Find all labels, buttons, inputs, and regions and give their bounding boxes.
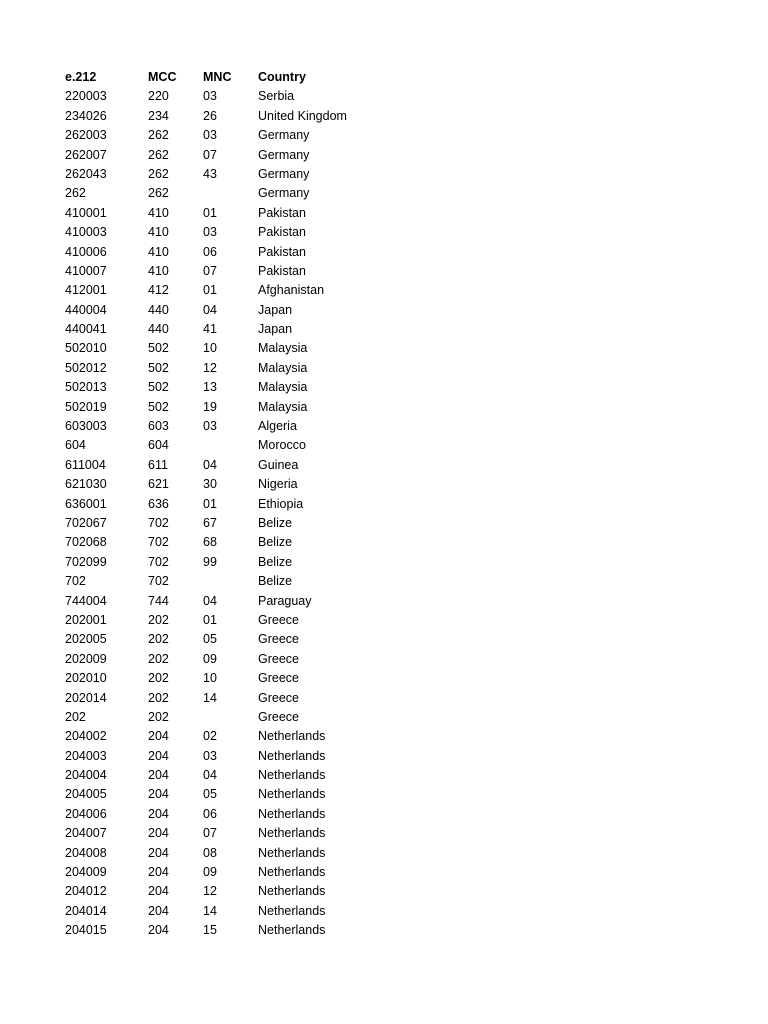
cell-mcc: 262 (148, 128, 169, 143)
cell-mnc: 01 (203, 283, 217, 298)
cell-mnc: 09 (203, 651, 217, 666)
cell-country: Greece (258, 690, 299, 705)
table-row (0, 805, 768, 824)
table-row (0, 223, 768, 242)
cell-country: Netherlands (258, 923, 326, 938)
cell-country: Belize (258, 574, 293, 589)
table-row (0, 417, 768, 436)
cell-mcc: 262 (148, 147, 169, 162)
cell-e212: 603003 (65, 419, 107, 434)
cell-mnc: 10 (203, 341, 217, 356)
cell-country: Netherlands (258, 884, 326, 899)
cell-country: Germany (258, 147, 310, 162)
cell-mcc: 410 (148, 205, 169, 220)
cell-country: Netherlands (258, 748, 326, 763)
cell-mcc: 204 (148, 748, 169, 763)
cell-e212: 204003 (65, 748, 107, 763)
cell-country: Greece (258, 671, 299, 686)
header-mnc: MNC (203, 70, 232, 84)
cell-mcc: 202 (148, 612, 169, 627)
cell-country: Paraguay (258, 593, 312, 608)
cell-country: Netherlands (258, 806, 326, 821)
cell-mnc: 01 (203, 205, 217, 220)
cell-mcc: 744 (148, 593, 169, 608)
table-row (0, 339, 768, 358)
cell-mcc: 262 (148, 186, 169, 201)
cell-country: Morocco (258, 438, 306, 453)
cell-country: Malaysia (258, 360, 308, 375)
table-row (0, 359, 768, 378)
cell-mcc: 204 (148, 806, 169, 821)
cell-mnc: 12 (203, 360, 217, 375)
cell-country: Netherlands (258, 903, 326, 918)
cell-e212: 410001 (65, 205, 107, 220)
cell-e212: 440041 (65, 322, 107, 337)
header-country: Country (258, 70, 306, 84)
table-row (0, 592, 768, 611)
cell-mcc: 204 (148, 903, 169, 918)
cell-e212: 410006 (65, 244, 107, 259)
table-row (0, 146, 768, 165)
cell-country: Netherlands (258, 729, 326, 744)
cell-e212: 702 (65, 574, 86, 589)
cell-e212: 702099 (65, 554, 107, 569)
cell-country: Belize (258, 554, 293, 569)
cell-e212: 202001 (65, 612, 107, 627)
cell-mcc: 440 (148, 302, 169, 317)
cell-mnc: 08 (203, 845, 217, 860)
cell-mcc: 502 (148, 341, 169, 356)
table-row (0, 301, 768, 320)
cell-mcc: 410 (148, 263, 169, 278)
cell-mcc: 410 (148, 244, 169, 259)
cell-mcc: 262 (148, 166, 169, 181)
cell-mcc: 611 (148, 457, 168, 472)
cell-e212: 604 (65, 438, 86, 453)
table-row (0, 436, 768, 455)
cell-e212: 412001 (65, 283, 107, 298)
cell-mnc: 03 (203, 89, 217, 104)
cell-e212: 204014 (65, 903, 107, 918)
cell-mcc: 502 (148, 360, 169, 375)
table-row (0, 785, 768, 804)
cell-country: Malaysia (258, 399, 308, 414)
cell-mnc: 03 (203, 128, 217, 143)
cell-mcc: 204 (148, 826, 169, 841)
cell-mnc: 04 (203, 457, 217, 472)
cell-mnc: 07 (203, 826, 217, 841)
cell-e212: 410003 (65, 225, 107, 240)
cell-mnc: 04 (203, 593, 217, 608)
cell-mcc: 440 (148, 322, 169, 337)
table-row (0, 126, 768, 145)
table-row (0, 514, 768, 533)
cell-country: Netherlands (258, 826, 326, 841)
header-mcc: MCC (148, 70, 177, 84)
cell-mnc: 06 (203, 806, 217, 821)
cell-country: Japan (258, 302, 293, 317)
cell-country: Germany (258, 186, 310, 201)
table-row (0, 204, 768, 223)
cell-e212: 611004 (65, 457, 106, 472)
table-row (0, 398, 768, 417)
cell-e212: 410007 (65, 263, 107, 278)
header-e212: e.212 (65, 70, 97, 84)
table-row (0, 456, 768, 475)
cell-mnc: 04 (203, 302, 217, 317)
cell-mnc: 19 (203, 399, 217, 414)
cell-e212: 204006 (65, 806, 107, 821)
cell-mnc: 05 (203, 632, 217, 647)
cell-mcc: 636 (148, 496, 169, 511)
table-row (0, 320, 768, 339)
cell-mnc: 99 (203, 554, 217, 569)
cell-mcc: 204 (148, 768, 169, 783)
cell-country: Belize (258, 515, 293, 530)
cell-mnc: 01 (203, 496, 217, 511)
cell-mcc: 621 (148, 477, 169, 492)
cell-mcc: 204 (148, 787, 169, 802)
cell-country: Malaysia (258, 341, 308, 356)
cell-e212: 220003 (65, 89, 107, 104)
cell-country: Nigeria (258, 477, 298, 492)
cell-mnc: 03 (203, 419, 217, 434)
cell-mcc: 410 (148, 225, 169, 240)
cell-mnc: 15 (203, 923, 217, 938)
table-row (0, 281, 768, 300)
cell-mcc: 702 (148, 554, 169, 569)
cell-country: Algeria (258, 419, 297, 434)
cell-mcc: 202 (148, 632, 169, 647)
table-row (0, 533, 768, 552)
cell-mnc: 43 (203, 166, 217, 181)
cell-country: Pakistan (258, 205, 306, 220)
cell-mnc: 10 (203, 671, 217, 686)
table-body (0, 87, 768, 940)
cell-e212: 502010 (65, 341, 107, 356)
cell-mnc: 09 (203, 865, 217, 880)
cell-country: Ethiopia (258, 496, 304, 511)
cell-mcc: 234 (148, 108, 169, 123)
cell-e212: 204015 (65, 923, 107, 938)
table-row (0, 553, 768, 572)
cell-mcc: 502 (148, 380, 169, 395)
table-row (0, 378, 768, 397)
cell-mnc: 41 (203, 322, 217, 337)
cell-mnc: 26 (203, 108, 217, 123)
table-row (0, 243, 768, 262)
table-row (0, 689, 768, 708)
cell-mcc: 202 (148, 671, 169, 686)
cell-mnc: 68 (203, 535, 217, 550)
cell-country: Netherlands (258, 865, 326, 880)
mcc-mnc-table (0, 68, 768, 941)
cell-country: Germany (258, 128, 310, 143)
cell-mcc: 204 (148, 884, 169, 899)
cell-e212: 204008 (65, 845, 107, 860)
cell-e212: 262 (65, 186, 86, 201)
cell-country: Afghanistan (258, 283, 325, 298)
table-row (0, 184, 768, 203)
table-row (0, 921, 768, 940)
cell-country: Malaysia (258, 380, 308, 395)
cell-mnc: 02 (203, 729, 217, 744)
cell-e212: 262003 (65, 128, 107, 143)
table-row (0, 650, 768, 669)
cell-country: Japan (258, 322, 293, 337)
cell-e212: 204009 (65, 865, 107, 880)
table-row (0, 611, 768, 630)
cell-country: Belize (258, 535, 293, 550)
cell-mcc: 502 (148, 399, 169, 414)
cell-country: Pakistan (258, 244, 306, 259)
cell-country: Pakistan (258, 263, 306, 278)
table-row (0, 747, 768, 766)
cell-e212: 621030 (65, 477, 107, 492)
cell-e212: 702068 (65, 535, 107, 550)
cell-country: Greece (258, 612, 299, 627)
cell-mcc: 204 (148, 845, 169, 860)
cell-e212: 204007 (65, 826, 107, 841)
cell-e212: 702067 (65, 515, 107, 530)
cell-mnc: 03 (203, 225, 217, 240)
table-row (0, 572, 768, 591)
cell-e212: 202014 (65, 690, 107, 705)
cell-mnc: 14 (203, 903, 217, 918)
cell-mnc: 04 (203, 768, 217, 783)
cell-e212: 636001 (65, 496, 107, 511)
cell-e212: 744004 (65, 593, 107, 608)
table-row (0, 844, 768, 863)
cell-mnc: 06 (203, 244, 217, 259)
cell-mcc: 702 (148, 535, 169, 550)
cell-mcc: 204 (148, 729, 169, 744)
cell-country: Greece (258, 709, 299, 724)
cell-mcc: 412 (148, 283, 169, 298)
cell-mnc: 07 (203, 147, 217, 162)
cell-e212: 202010 (65, 671, 107, 686)
table-row (0, 863, 768, 882)
cell-mnc: 13 (203, 380, 217, 395)
table-row (0, 495, 768, 514)
cell-country: United Kingdom (258, 108, 347, 123)
table-row (0, 630, 768, 649)
cell-country: Serbia (258, 89, 295, 104)
cell-mcc: 220 (148, 89, 169, 104)
cell-e212: 502012 (65, 360, 107, 375)
cell-country: Greece (258, 632, 299, 647)
cell-mcc: 702 (148, 574, 169, 589)
table-row (0, 475, 768, 494)
table-row (0, 165, 768, 184)
cell-country: Guinea (258, 457, 299, 472)
table-header-row (0, 68, 768, 87)
table-row (0, 669, 768, 688)
cell-e212: 204012 (65, 884, 107, 899)
table-row (0, 262, 768, 281)
table-row (0, 87, 768, 106)
cell-e212: 204002 (65, 729, 107, 744)
cell-e212: 502013 (65, 380, 107, 395)
cell-e212: 262043 (65, 166, 107, 181)
table-row (0, 107, 768, 126)
cell-e212: 502019 (65, 399, 107, 414)
cell-mnc: 01 (203, 612, 217, 627)
table-row (0, 727, 768, 746)
cell-mcc: 604 (148, 438, 169, 453)
table-row (0, 766, 768, 785)
cell-e212: 202009 (65, 651, 107, 666)
table-row (0, 708, 768, 727)
cell-e212: 234026 (65, 108, 107, 123)
cell-mcc: 204 (148, 923, 169, 938)
cell-country: Netherlands (258, 845, 326, 860)
table-row (0, 902, 768, 921)
cell-e212: 202 (65, 709, 86, 724)
cell-country: Pakistan (258, 225, 306, 240)
cell-mnc: 12 (203, 884, 217, 899)
cell-e212: 204004 (65, 768, 107, 783)
cell-e212: 440004 (65, 302, 107, 317)
cell-mcc: 204 (148, 865, 169, 880)
cell-mcc: 702 (148, 515, 169, 530)
cell-mnc: 03 (203, 748, 217, 763)
cell-mcc: 603 (148, 419, 169, 434)
cell-mcc: 202 (148, 709, 169, 724)
table-row (0, 824, 768, 843)
cell-mnc: 07 (203, 263, 217, 278)
cell-mcc: 202 (148, 651, 169, 666)
cell-e212: 204005 (65, 787, 107, 802)
cell-e212: 202005 (65, 632, 107, 647)
cell-country: Germany (258, 166, 310, 181)
table-row (0, 882, 768, 901)
cell-country: Netherlands (258, 768, 326, 783)
cell-e212: 262007 (65, 147, 107, 162)
cell-mnc: 05 (203, 787, 217, 802)
cell-mnc: 30 (203, 477, 217, 492)
cell-mcc: 202 (148, 690, 169, 705)
cell-country: Greece (258, 651, 299, 666)
cell-country: Netherlands (258, 787, 326, 802)
cell-mnc: 67 (203, 515, 217, 530)
cell-mnc: 14 (203, 690, 217, 705)
